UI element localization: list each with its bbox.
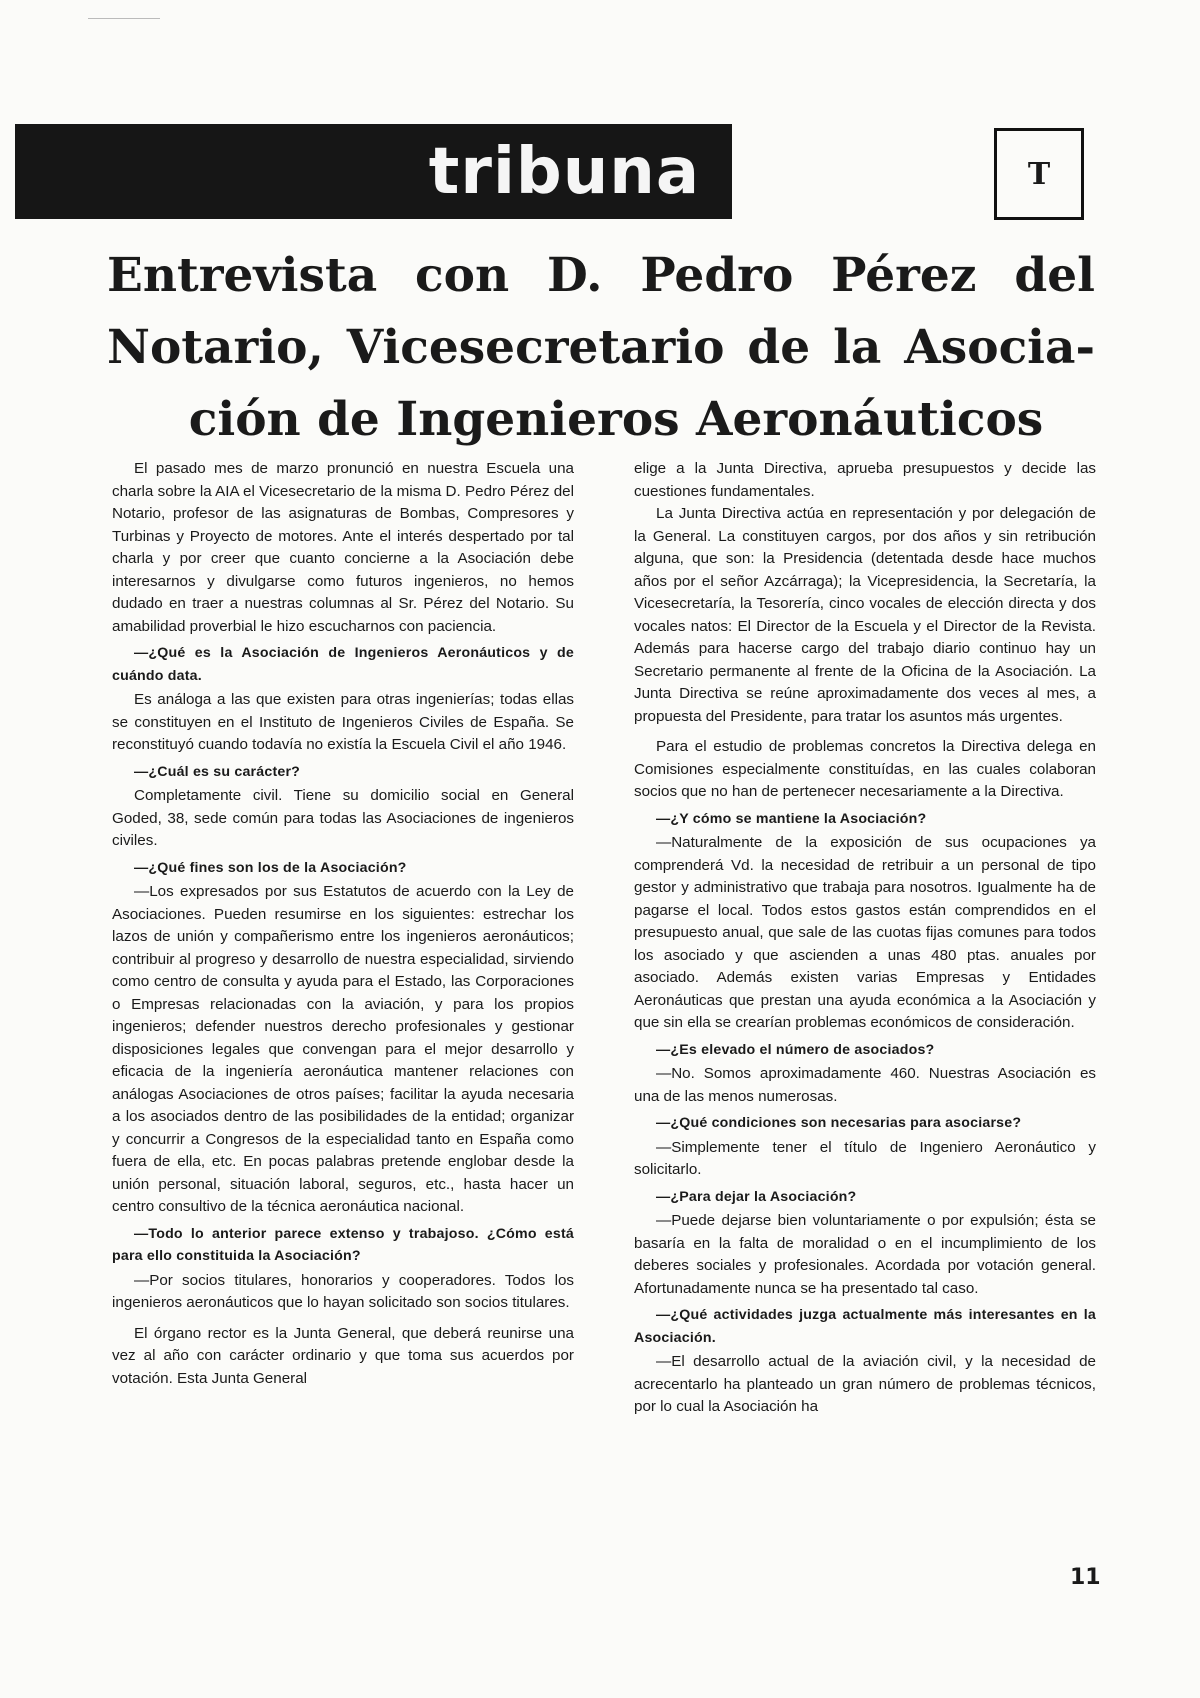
question: —¿Qué es la Asociación de Ingenieros Aeronáuticos y de cuándo data.	[112, 645, 574, 684]
question: —¿Qué fines son los de la Asociación?	[134, 859, 407, 876]
column-right	[634, 458, 1096, 1419]
continued-paragraph: elige a la Junta Directiva, aprueba presupuestos y decide las cuestiones fundamentales.	[634, 460, 1096, 500]
article-title	[107, 240, 1095, 456]
title-line-2: Notario, Vicesecretario de la Asocia-	[107, 320, 1095, 375]
question: —¿Y cómo se mantiene la Asociación?	[656, 810, 927, 827]
answer: Completamente civil. Tiene su domicilio social en General Goded, 38, sede común para todas las Asociaciones de ingenieros civiles.	[112, 787, 574, 849]
question: —¿Qué actividades juzga actualmente más interesantes en la Asociación.	[634, 1307, 1096, 1346]
answer: Es análoga a las que existen para otras ingenierías; todas ellas se constituyen en el Instituto de Ingenieros Civiles de España. Se reconstituyó cuando todavía no existía la Escuela Civil el año 1946.	[112, 691, 574, 753]
section-banner	[15, 124, 732, 219]
question: —¿Cuál es su carácter?	[134, 763, 301, 780]
question: —¿Qué condiciones son necesarias para asociarse?	[656, 1115, 1022, 1131]
title-line-1: Entrevista con D. Pedro Pérez del	[107, 248, 1095, 303]
top-rule	[88, 18, 160, 19]
question: —Todo lo anterior parece extenso y trabajoso. ¿Cómo está para ello constituida la Asociación?	[112, 1225, 574, 1264]
answer: —No. Somos aproximadamente 460. Nuestras Asociación es una de las menos numerosas.	[634, 1065, 1096, 1105]
title-line-3: ción de Ingenieros Aeronáuticos	[188, 392, 1044, 447]
section-letter-box	[994, 128, 1084, 220]
question: —¿Para dejar la Asociación?	[656, 1188, 857, 1205]
answer: —Simplemente tener el título de Ingeniero Aeronáutico y solicitarlo.	[634, 1138, 1096, 1178]
answer: El órgano rector es la Junta General, que deberá reunirse una vez al año con carácter ordinario y que toma sus acuerdos por votación. Esta Junta General	[112, 1324, 574, 1387]
question: —¿Es elevado el número de asociados?	[656, 1041, 935, 1058]
answer: —Por socios titulares, honorarios y cooperadores. Todos los ingenieros aeronáuticos que lo hayan solicitado son socios titulares.	[112, 1271, 574, 1311]
intro-paragraph: El pasado mes de marzo pronunció en nuestra Escuela una charla sobre la AIA el Vicesecretario de la misma D. Pedro Pérez del Notario, profesor de las asignaturas de Bombas, Compresores y Turbinas y Proyecto de motores. Ante el interés despertado por tal charla y por creer que cuanto concierne a la Asociación debe interesarnos y divulgarse como futuros ingenieros, no hemos dudado en traer a nuestras columnas al Sr. Pérez del Notario. Su amabilidad proverbial le hizo escucharnos con paciencia.	[112, 460, 574, 635]
paragraph: La Junta Directiva actúa en representación y por delegación de la General. La constituyen cargos, por dos años y sin retribución alguna, que son: la Presidencia (detentada desde hace muchos años por el señor Azcárraga); la Vicepresidencia, la Secretaría, la Vicesecretaría, la Tesorería, cinco vocales de elección directa y dos vocales natos: El Director de la Escuela y el Director de la Revista. Además para hacerse cargo del trabajo diario continuo hay un Secretario permanente al frente de la Oficina de la Asociación. La Junta Directiva se reúne aproximadamente dos veces al mes, a propuesta del Presidente, para tratar los asuntos más urgentes.	[634, 505, 1096, 725]
paragraph: Para el estudio de problemas concretos la Directiva delega en Comisiones especialmente constituídas, en las cuales colaboran socios que no han de pertenecer necesariamente a la Directiva.	[634, 738, 1096, 800]
answer: —Los expresados por sus Estatutos de acuerdo con la Ley de Asociaciones. Pueden resumirse en los siguientes: estrechar los lazos de unión y compañerismo entre los ingenieros aeronáuticos; contribuir al progreso y desarrollo de nuestra especialidad, sirviendo como centro de consulta y ayuda para el Estado, las Corporaciones o Empresas relacionadas con la aviación, y para los propios ingenieros; defender nuestros derecho profesionales y gestionar disposiciones legales que convengan para el mejor desarrollo y eficacia de la ingeniería aeronáutica mantener relaciones con análogas Asociaciones de otros países; facilitar la ayuda necesaria a los asociados dentro de las posibilidades de la entidad; organizar y concurrir a Congresos de la especialidad tanto en España como fuera de ella, etc. En pocas palabras pretende englobar desde la unión personal, situación laboral, seguros, etc., hasta hacer un centro consultivo de la técnica aeronáutica nacional.	[112, 883, 574, 1215]
answer: —Puede dejarse bien voluntariamente o por expulsión; ésta se basaría en la falta de moralidad o en el incumplimiento de los deberes sociales y profesionales. Acordada por votación general. Afortunadamente nunca se ha presentado tal caso.	[634, 1212, 1096, 1297]
page-number: 11	[1070, 1565, 1101, 1590]
column-left	[112, 458, 574, 1390]
answer: —Naturalmente de la exposición de sus ocupaciones ya comprenderá Vd. la necesidad de retribuir a un personal de tipo gestor y administrativo que trabaja para nosotros. Igualmente ha de pagarse el local. Todos estos gastos están comprendidos en el presupuesto anual, que sale de las cuotas fijas comunes para todos los asociado y que ascienden a unas 480 ptas. anuales por asociado. Además existen varias Empresas y Entidades Aeronáuticas que prestan una ayuda económica a la Asociación y que sin ella se crearían problemas económicos de consideración.	[634, 834, 1096, 1031]
answer: —El desarrollo actual de la aviación civil, y la necesidad de acrecentarlo ha planteado un gran número de problemas técnicos, por lo cual la Asociación ha	[634, 1353, 1096, 1415]
section-title: tribuna	[428, 135, 700, 209]
section-letter: T	[1027, 156, 1051, 192]
